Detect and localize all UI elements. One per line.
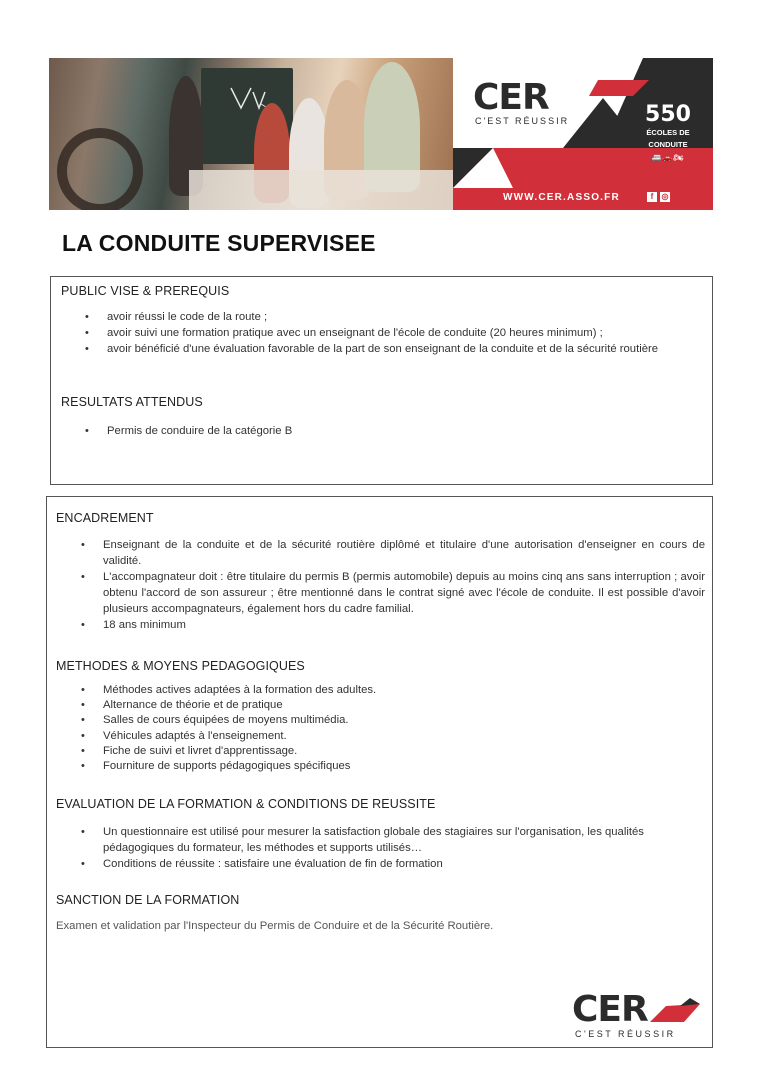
sanction-title: SANCTION DE LA FORMATION xyxy=(56,893,240,907)
classroom-photo xyxy=(49,58,453,210)
website-link[interactable]: WWW.CER.ASSO.FR xyxy=(503,192,620,203)
schools-count: 550 xyxy=(645,102,691,127)
page-title: LA CONDUITE SUPERVISEE xyxy=(62,230,376,256)
public-list xyxy=(59,309,699,357)
facebook-icon[interactable]: f xyxy=(647,192,657,202)
list-item: • Fourniture de supports pédagogiques spécifiques xyxy=(55,759,705,774)
social-icons xyxy=(647,192,670,202)
footer-logo-tagline: C'EST RÉUSSIR xyxy=(575,1029,676,1039)
desk-shape xyxy=(189,170,453,210)
encadrement-title: ENCADREMENT xyxy=(56,511,154,525)
results-title: RESULTATS ATTENDUS xyxy=(61,395,203,409)
steering-wheel-shape xyxy=(57,128,143,210)
methodes-title: METHODES & MOYENS PEDAGOGIQUES xyxy=(56,659,305,673)
schools-label-1: ÉCOLES DE xyxy=(646,128,690,137)
list-item: • Permis de conduire de la catégorie B xyxy=(59,423,699,439)
list-item: • Enseignant de la conduite et de la sécurité routière diplômé et titulaire d'une autorisation d'enseigner en cours de validité. xyxy=(55,537,705,569)
list-item: • Salles de cours équipées de moyens multimédia. xyxy=(55,713,705,728)
list-item: • Alternance de théorie et de pratique xyxy=(55,698,705,713)
list-item: • Fiche de suivi et livret d'apprentissage. xyxy=(55,744,705,759)
evaluation-list xyxy=(55,824,705,872)
list-item: • avoir suivi une formation pratique avec un enseignant de l'école de conduite (20 heures minimum) ; xyxy=(59,325,699,341)
header-banner xyxy=(49,58,713,210)
sanction-text: Examen et validation par l'Inspecteur du Permis de Conduire et de la Sécurité Routière. xyxy=(56,920,494,932)
evaluation-title: EVALUATION DE LA FORMATION & CONDITIONS DE REUSSITE xyxy=(56,797,436,811)
cer-brand-panel xyxy=(453,58,713,210)
results-list xyxy=(59,423,699,439)
footer-cer-logo xyxy=(572,989,702,1042)
prerequisites-box xyxy=(50,276,713,485)
list-item: • L'accompagnateur doit : être titulaire du permis B (permis automobile) depuis au moins cinq ans sans interruption ; avoir obtenu l'accord de son assureur ; être mentionné dans le contrat signé avec l'école de conduite. Il est possible d'avoir plusieurs accompagnateurs, également hors du cadre familial. xyxy=(55,569,705,617)
list-item: • Conditions de réussite : satisfaire une évaluation de fin de formation xyxy=(55,856,705,872)
vehicle-icons: 🚐🚗🏍 xyxy=(651,153,685,163)
cer-tagline: C'EST RÉUSSIR xyxy=(475,116,570,126)
cer-logo: CER xyxy=(473,77,549,118)
list-item: • Un questionnaire est utilisé pour mesurer la satisfaction globale des stagiaires sur l'organisation, les qualités pédagogiques du formateur, les méthodes et supports utilisés… xyxy=(55,824,705,856)
footer-logo-text: CER xyxy=(572,989,648,1030)
list-item: • avoir bénéficié d'une évaluation favorable de la part de son enseignant de la conduite et de la sécurité routière xyxy=(59,341,699,357)
schools-count-badge xyxy=(637,104,699,162)
list-item: • 18 ans minimum xyxy=(55,617,705,633)
schools-label-2: CONDUITE xyxy=(648,139,688,149)
list-item: • Méthodes actives adaptées à la formation des adultes. xyxy=(55,683,705,698)
details-box xyxy=(46,496,713,1048)
list-item: • avoir réussi le code de la route ; xyxy=(59,309,699,325)
public-title: PUBLIC VISE & PREREQUIS xyxy=(61,284,230,298)
methodes-list xyxy=(55,683,705,774)
encadrement-list xyxy=(55,537,705,633)
list-item: • Véhicules adaptés à l'enseignement. xyxy=(55,729,705,744)
instagram-icon[interactable]: ◎ xyxy=(661,192,669,201)
